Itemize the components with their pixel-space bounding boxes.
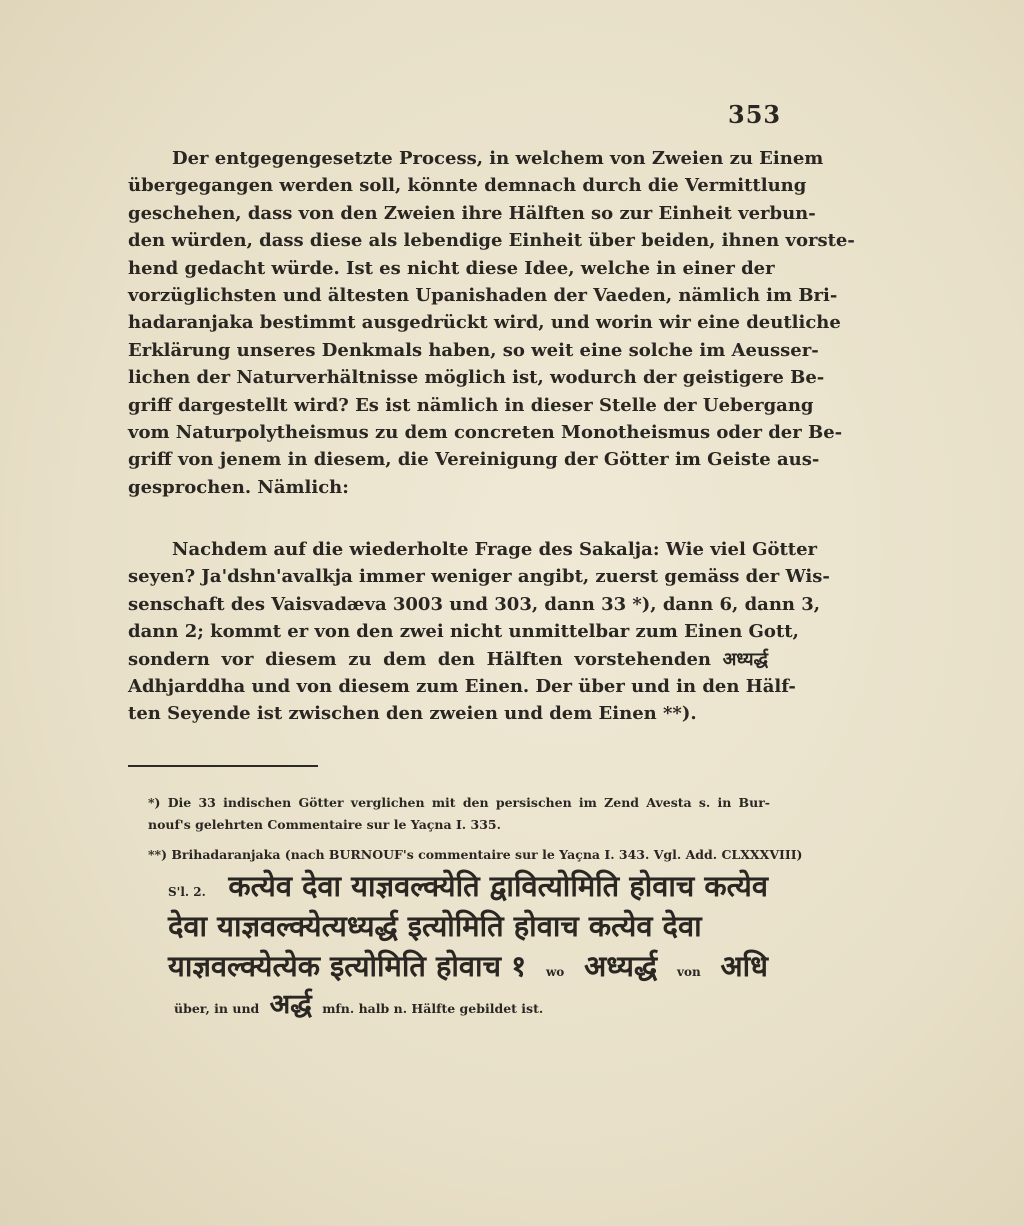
footnote-2-line: **) Brihadaranjaka (nach BURNOUF's commentaire sur le Yaçna I. 343. Vgl. Add. CLXXXVIII) (148, 847, 803, 862)
devanagari-text: अधि (720, 949, 768, 983)
devanagari-line (168, 946, 768, 986)
text-line: senschaft des Vaisvadæva 3003 und 303, dann 33 *), dann 6, dann 3, (128, 593, 821, 615)
text-line: hend gedacht würde. Ist es nicht diese Idee, welche in einer der (128, 257, 775, 279)
text-line: seyen? Ja'dshn'avalkja immer weniger angibt, zuerst gemäss der Wis- (128, 566, 830, 588)
devanagari-text: अर्द्ध (269, 989, 312, 1020)
text-line: den würden, dass diese als lebendige Einheit über beiden, ihnen vorste- (128, 230, 855, 252)
text-line: gesprochen. Nämlich: (128, 476, 349, 498)
page-number: 353 (728, 100, 782, 129)
devanagari-text: अध्यर्द्ध (584, 949, 658, 983)
closing-suffix: mfn. halb n. Hälfte gebildet ist. (322, 1001, 544, 1016)
latin-word: von (676, 965, 701, 979)
text-line: Der entgegengesetzte Process, in welchem von Zweien zu Einem (172, 148, 824, 169)
footnote-closing-line (174, 984, 543, 1021)
text-line: Adhjarddha und von diesem zum Einen. Der über und in den Hälf- (128, 675, 796, 697)
text-line: griff dargestellt wird? Es ist nämlich in dieser Stelle der Uebergang (128, 394, 814, 416)
paragraph-2 (128, 536, 830, 728)
text-line: sondern vor diesem zu dem den Hälften vorstehenden अध्यर्द्ध (128, 648, 768, 670)
paragraph-1 (128, 145, 855, 501)
text-line: übergegangen werden soll, könnte demnach durch die Vermittlung (128, 175, 807, 197)
devanagari-line (168, 866, 768, 906)
footnote-1-line: nouf's gelehrten Commentaire sur le Yaçna I. 335. (148, 817, 501, 832)
text-line: vom Naturpolytheismus zu dem concreten Monotheismus oder der Be- (128, 421, 843, 443)
closing-prefix: über, in und (174, 1001, 260, 1016)
text-line: hadaranjaka bestimmt ausgedrückt wird, und worin wir eine deutliche (128, 312, 841, 334)
devanagari-quote (168, 866, 768, 986)
text-line: griff von jenem in diesem, die Vereinigung der Götter im Geiste aus- (128, 449, 820, 471)
devanagari-text: देवा याज्ञवल्क्येत्यध्यर्द्ध इत्योमिति होवाच कत्येव देवा (168, 909, 702, 943)
sloka-label: S'l. 2. (168, 885, 206, 899)
devanagari-text: कत्येव देवा याज्ञवल्क्येति द्वावित्योमिति होवाच कत्येव (228, 869, 768, 903)
latin-word: wo (545, 965, 565, 979)
text-line: lichen der Naturverhältnisse möglich ist, wodurch der geistigere Be- (128, 367, 825, 389)
text-line: geschehen, dass von den Zweien ihre Hälften so zur Einheit verbun- (128, 202, 816, 224)
footnote-divider (128, 765, 318, 767)
text-line: ten Seyende ist zwischen den zweien und dem Einen **). (128, 703, 697, 725)
text-line: Erklärung unseres Denkmals haben, so weit eine solche im Aeusser- (128, 339, 819, 361)
devanagari-line (168, 906, 768, 946)
devanagari-text: याज्ञवल्क्येत्येक इत्योमिति होवाच १ (168, 949, 527, 983)
text-line: Nachdem auf die wiederholte Frage des Sakalja: Wie viel Götter (172, 539, 818, 560)
text-line: dann 2; kommt er von den zwei nicht unmittelbar zum Einen Gott, (128, 621, 799, 643)
text-line: vorzüglichsten und ältesten Upanishaden der Vaeden, nämlich im Bri- (128, 284, 838, 306)
footnote-1-line: *) Die 33 indischen Götter verglichen mit den persischen im Zend Avesta s. in Bur- (148, 795, 770, 810)
footnotes (130, 792, 803, 866)
